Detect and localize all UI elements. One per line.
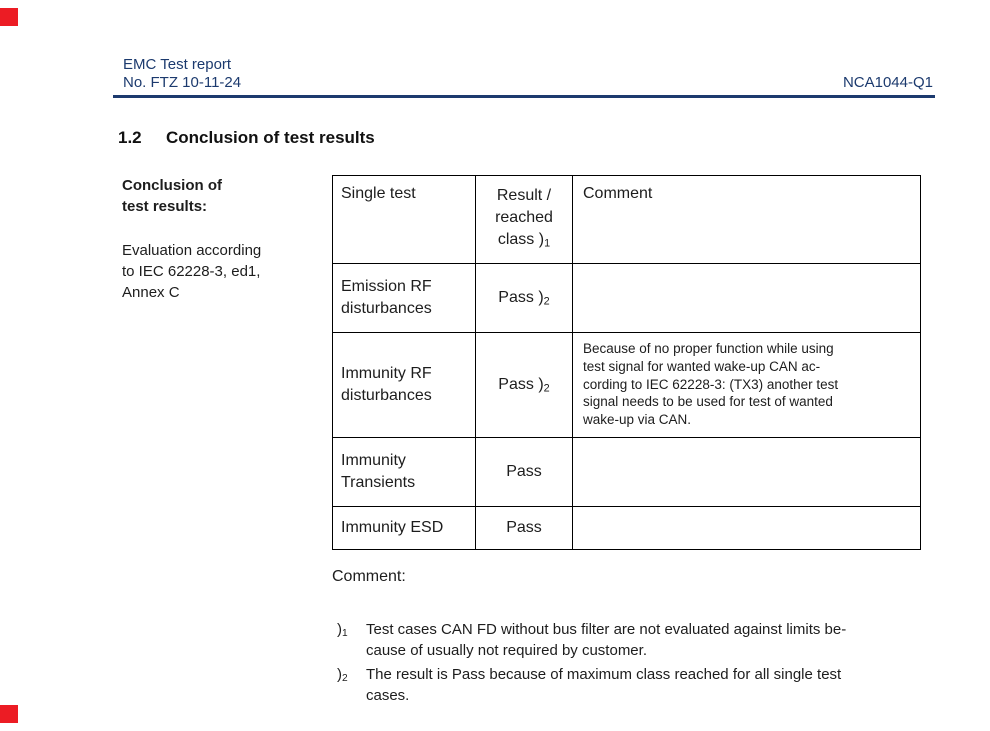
cell-comment (573, 333, 921, 438)
section-heading (118, 128, 375, 148)
comment-label: Comment: (332, 568, 406, 585)
column-header-result (476, 176, 573, 264)
footnotes (337, 619, 927, 706)
column-header-result-line: Result / (496, 187, 552, 204)
column-header-result-line: reached (495, 209, 553, 226)
comment-line: wake-up via CAN. (583, 411, 692, 427)
table-row-immunity-rf (333, 333, 921, 438)
result-value: Pass (506, 463, 542, 481)
footnote-2-text (366, 664, 841, 706)
cell-comment (573, 438, 921, 507)
sidebar-note-line: Annex C (122, 284, 180, 301)
footnote-marker-paren: ) (337, 621, 342, 638)
footnote-text-line: The result is Pass because of maximum class reached for all single test (366, 666, 842, 683)
column-header-comment: Comment (573, 176, 921, 264)
comment-line: cording to IEC 62228-3: (TX3) another test (583, 376, 839, 392)
table-header-row (333, 176, 921, 264)
footnote-marker-paren: ) (337, 666, 342, 683)
comment-line: Because of no proper function while using (583, 341, 834, 357)
results-table (332, 175, 921, 550)
red-corner-marker-bottom-icon (0, 705, 18, 723)
sidebar-label-line: Conclusion of (122, 177, 222, 194)
cell-single-test: Immunity Transients (333, 438, 476, 507)
sidebar-label (122, 175, 222, 217)
footnote-ref-1: 1 (544, 237, 551, 250)
sidebar-note-line: to IEC 62228-3, ed1, (122, 263, 261, 280)
footnote-1-marker (337, 619, 366, 661)
cell-comment (573, 507, 921, 550)
section-number: 1.2 (118, 128, 142, 147)
cell-result (476, 507, 573, 550)
footnote-ref-2: 2 (543, 382, 550, 395)
footnote-marker-number: 2 (342, 673, 348, 685)
footnote-text-line: cause of usually not required by customer. (366, 642, 647, 659)
footnote-text-line: cases. (366, 687, 410, 704)
report-title: EMC Test report (123, 56, 232, 73)
footnote-marker-number: 1 (342, 628, 348, 640)
table-row-immunity-esd (333, 507, 921, 550)
result-value: Pass (506, 519, 542, 537)
sidebar-label-line: test results: (122, 198, 208, 215)
footnote-text-line: Test cases CAN FD without bus filter are not evaluated against limits be- (366, 621, 847, 638)
table-row-emission-rf (333, 264, 921, 333)
cell-result (476, 264, 573, 333)
comment-line: signal needs to be used for test of wanted (583, 394, 833, 410)
cell-single-test: Immunity ESD (333, 507, 476, 550)
comment-line: test signal for wanted wake-up CAN ac- (583, 358, 821, 374)
result-value: Pass ) (498, 289, 544, 307)
document-code: NCA1044-Q1 (842, 74, 933, 91)
report-number: No. FTZ 10-11-24 (123, 74, 242, 91)
cell-result (476, 438, 573, 507)
column-header-result-line (478, 229, 570, 254)
sidebar-note (122, 240, 261, 303)
column-header-single-test: Single test (333, 176, 476, 264)
table-row-immunity-transients (333, 438, 921, 507)
footnote-ref-2: 2 (543, 295, 550, 308)
header-rule (113, 95, 935, 98)
report-header-left (123, 56, 241, 92)
cell-result (476, 333, 573, 438)
cell-single-test: Immunity RF disturbances (333, 333, 476, 438)
footnote-2-marker (337, 664, 366, 706)
sidebar-note-line: Evaluation according (122, 242, 262, 259)
cell-comment (573, 264, 921, 333)
column-header-result-prefix: class ) (497, 231, 545, 248)
footnote-2 (337, 664, 927, 706)
result-value: Pass ) (498, 376, 544, 394)
cell-single-test: Emission RF disturbances (333, 264, 476, 333)
footnote-1 (337, 619, 927, 661)
red-corner-marker-top-icon (0, 8, 18, 26)
section-title: Conclusion of test results (166, 128, 375, 147)
footnote-1-text (366, 619, 846, 661)
